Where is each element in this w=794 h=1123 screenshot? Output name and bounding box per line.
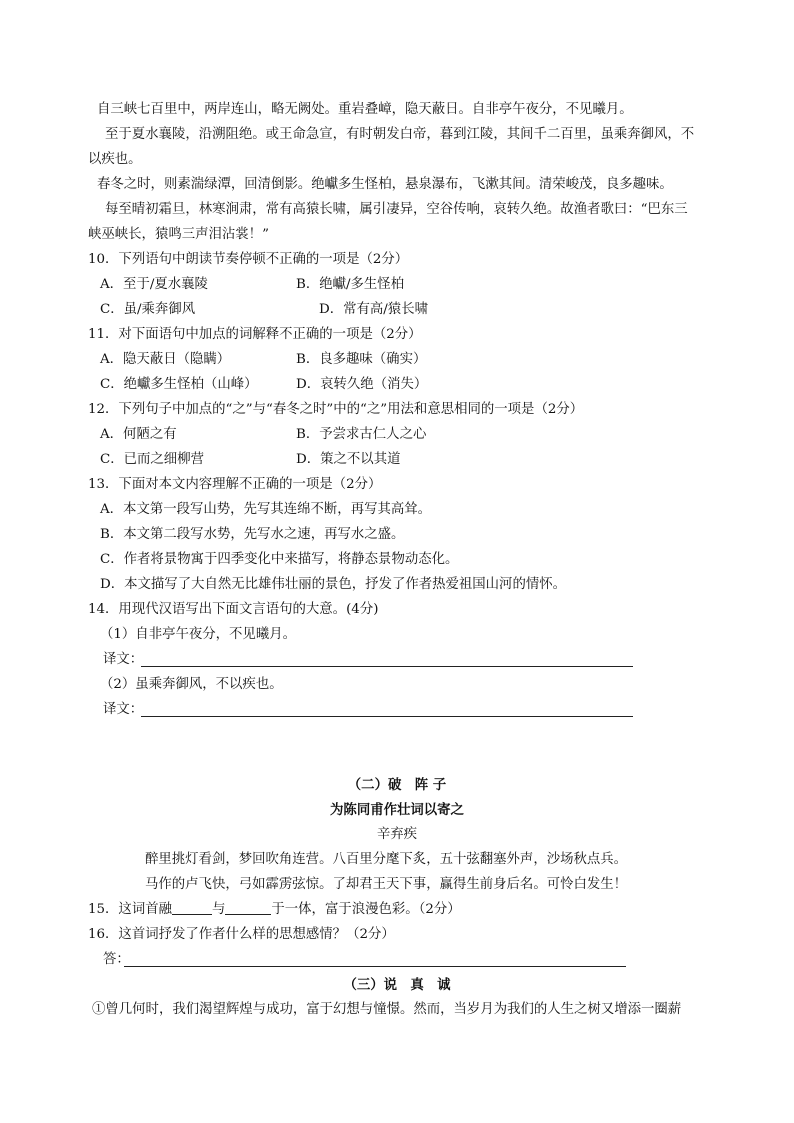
question-15-blank-1[interactable] (172, 901, 212, 915)
question-15-text-part-3: 于一体，富于浪漫色彩。（2分） (271, 902, 461, 917)
question-16-stem: 16．这首词抒发了作者什么样的思想感情？（2分） (88, 927, 395, 942)
poem-line-2: 马作的卢飞快，弓如霹雳弦惊。了却君王天下事，赢得生前身后名。可怜白发生！ (145, 877, 628, 892)
poem-subtitle: 为陈同甫作壮词以寄之 (330, 802, 464, 818)
poem-section-title: （二）破 阵 子 (347, 777, 447, 793)
question-14-sentence-2: （2）虽乘奔御风，不以疾也。 (100, 677, 283, 692)
question-16-answer-line[interactable] (124, 966, 626, 967)
passage-paragraph-2-line-1: 至于夏水襄陵，沿溯阻绝。或王命急宣，有时朝发白帝，暮到江陵，其间千二百里，虽乘奔御风，不 (105, 127, 695, 142)
question-11-option-d: D．哀转久绝（消失） (296, 377, 428, 392)
question-13-stem: 13．下面对本文内容理解不正确的一项是（2分） (88, 477, 382, 492)
question-12-option-d: D．策之不以其道 (296, 452, 401, 467)
question-12-stem: 12．下列句子中加点的“之”与“春冬之时”中的“之”用法和意思相同的一项是（2分） (88, 402, 584, 417)
question-10-option-c: C．虽/乘奔御风 (100, 302, 196, 317)
poem-author: 辛弃疾 (376, 827, 418, 842)
question-12-option-a: A．何陋之有 (100, 427, 177, 442)
question-10-option-b: B．绝巘/多生怪柏 (296, 277, 405, 292)
passage-paragraph-4-line-2: 峡巫峡长，猿鸣三声泪沾裳！” (88, 227, 269, 242)
question-15-text-part-1: 15．这词首融 (88, 902, 172, 917)
question-10-option-a: A．至于/夏水襄陵 (100, 277, 208, 292)
question-11-option-a: A．隐天蔽日（隐瞒） (100, 352, 231, 367)
question-11-stem: 11．对下面语句中加点的词解释不正确的一项是（2分） (88, 327, 422, 342)
question-15 (88, 901, 461, 919)
passage-paragraph-2-line-2: 以疾也。 (88, 152, 142, 167)
question-10-stem: 10．下列语句中朗读节奏停顿不正确的一项是（2分） (88, 252, 409, 267)
question-14-answer-line-1[interactable] (141, 666, 633, 667)
question-13-option-b: B．本文第二段写水势，先写水之速，再写水之盛。 (100, 527, 405, 542)
question-13-option-a: A．本文第一段写山势，先写其连绵不断，再写其高耸。 (100, 502, 432, 517)
question-14-answer-line-2[interactable] (141, 716, 633, 717)
section-3-title: （三）说 真 诚 (343, 977, 451, 993)
question-12-option-b: B．予尝求古仁人之心 (296, 427, 427, 442)
question-15-blank-2[interactable] (225, 901, 271, 915)
question-12-option-c: C．已而之细柳营 (100, 452, 204, 467)
passage-paragraph-4-line-1: 每至晴初霜旦，林寒涧肃，常有高猿长啸，属引凄异，空谷传响，哀转久绝。故渔者歌曰：“巴东三 (105, 202, 688, 217)
section-3-paragraph-1: ①曾几何时，我们渴望辉煌与成功，富于幻想与憧憬。然而，当岁月为我们的人生之树又增添一圈薪 (92, 1002, 682, 1017)
question-15-text-part-2: 与 (212, 902, 226, 917)
question-11-option-c: C．绝巘多生怪柏（山峰） (100, 377, 258, 392)
question-11-option-b: B．良多趣味（确实） (296, 352, 427, 367)
question-10-option-d: D．常有高/猿长啸 (319, 302, 428, 317)
poem-line-1: 醉里挑灯看剑，梦回吹角连营。八百里分麾下炙，五十弦翻塞外声，沙场秋点兵。 (145, 852, 628, 867)
question-14-translation-1-label: 译文： (103, 652, 144, 667)
question-14-translation-2-label: 译文： (103, 702, 144, 717)
question-13-option-d: D．本文描写了大自然无比雄伟壮丽的景色，抒发了作者热爱祖国山河的情怀。 (100, 577, 567, 592)
passage-paragraph-3: 春冬之时，则素湍绿潭，回清倒影。绝巘多生怪柏，悬泉瀑布，飞漱其间。清荣峻茂，良多趣味。 (97, 177, 673, 192)
question-14-stem: 14．用现代汉语写出下面文言语句的大意。(4分) (88, 602, 379, 617)
question-14-sentence-1: （1）自非亭午夜分，不见曦月。 (100, 627, 296, 642)
question-16-answer-label: 答： (103, 952, 130, 967)
passage-paragraph-1: 自三峡七百里中，两岸连山，略无阙处。重岩叠嶂，隐天蔽日。自非亭午夜分，不见曦月。 (97, 102, 633, 117)
question-13-option-c: C．作者将景物寓于四季变化中来描写，将静态景物动态化。 (100, 552, 459, 567)
